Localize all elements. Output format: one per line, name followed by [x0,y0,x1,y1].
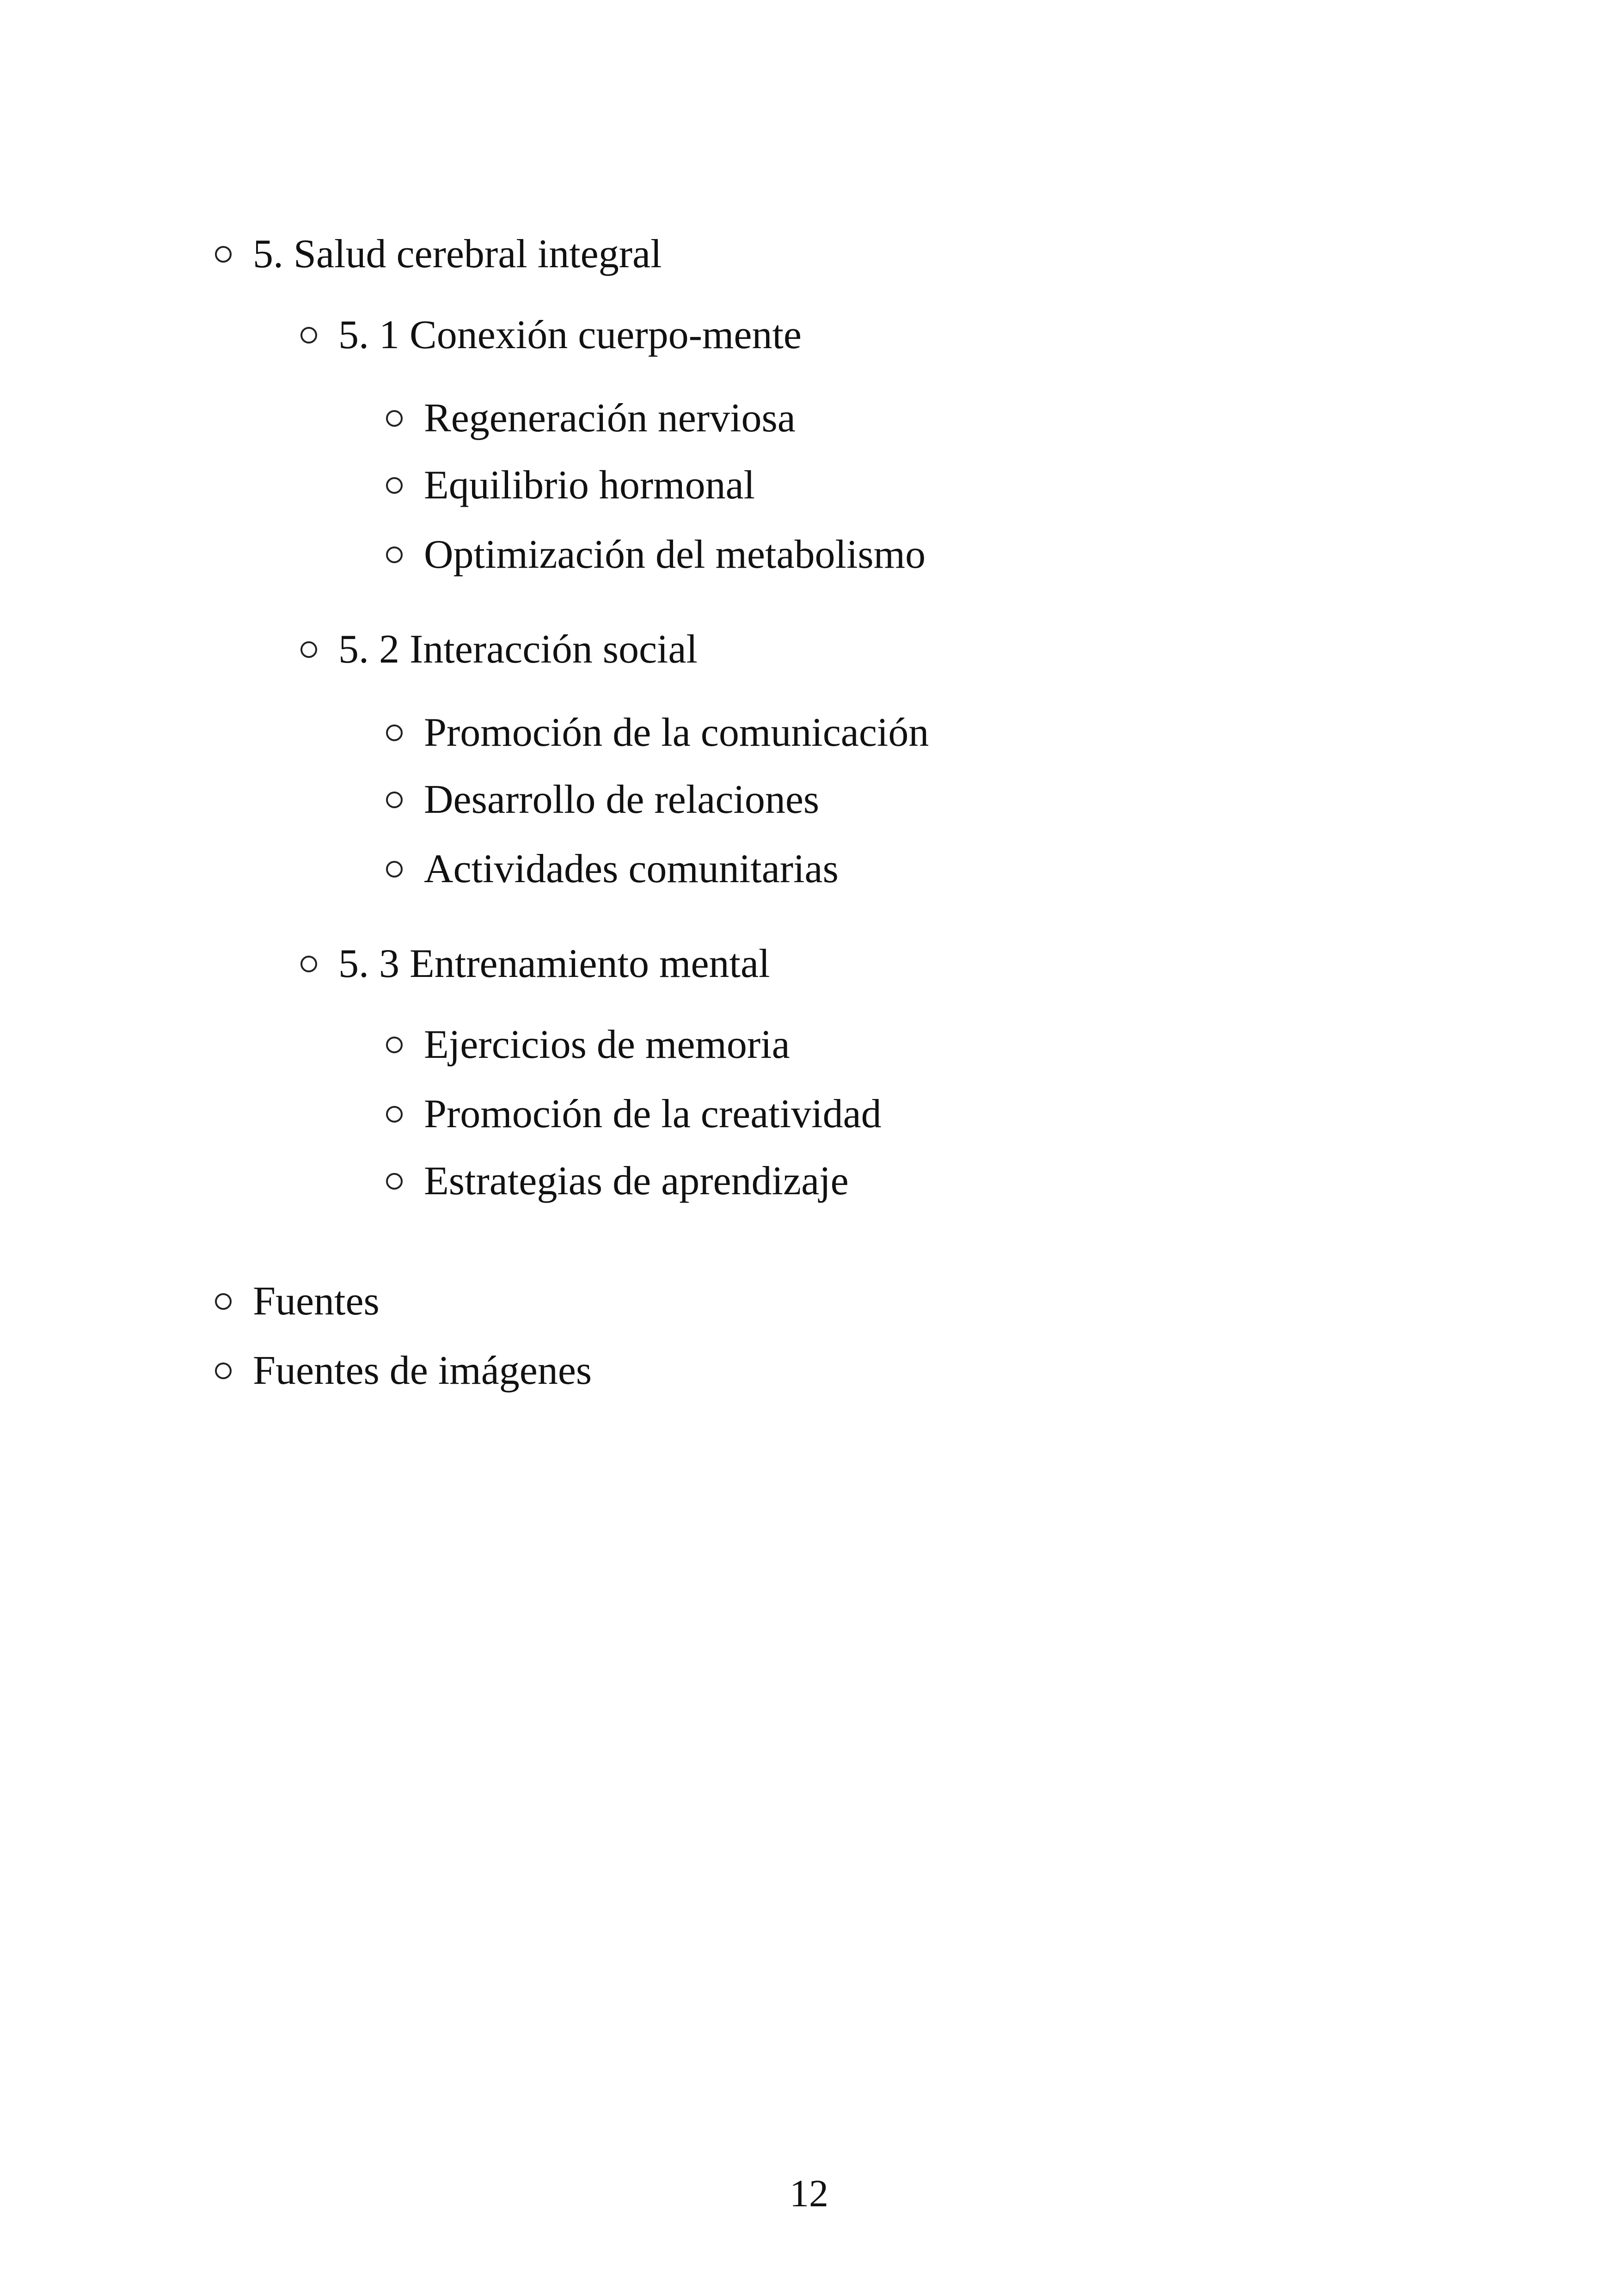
toc-item[interactable] [386,529,925,580]
circle-bullet-icon [386,410,403,427]
toc-fuentes[interactable] [215,1276,380,1327]
toc-item[interactable] [386,1156,849,1207]
toc-label: 5. 2 Interacción social [338,627,698,672]
circle-bullet-icon [215,1293,232,1310]
circle-bullet-icon [386,861,403,878]
circle-bullet-icon [386,724,403,741]
toc-label: Promoción de la comunicación [424,710,929,755]
circle-bullet-icon [215,1363,232,1379]
circle-bullet-icon [300,956,317,972]
toc-label: 5. Salud cerebral integral [253,232,662,276]
toc-subsection-5-1[interactable] [300,310,802,361]
page-number: 12 [790,2172,828,2215]
circle-bullet-icon [386,1173,403,1190]
toc-label: Fuentes de imágenes [253,1348,592,1393]
toc-label: Optimización del metabolismo [424,532,926,577]
toc-label: Equilibrio hormonal [424,463,755,508]
circle-bullet-icon [386,1037,403,1053]
toc-label: Promoción de la creatividad [424,1092,882,1136]
toc-subsection-5-2[interactable] [300,624,698,675]
circle-bullet-icon [300,641,317,658]
toc-item[interactable] [386,774,819,825]
circle-bullet-icon [300,327,317,344]
circle-bullet-icon [386,792,403,808]
toc-label: Fuentes [253,1279,380,1324]
toc-item[interactable] [386,707,929,758]
toc-item[interactable] [386,1019,790,1070]
circle-bullet-icon [386,477,403,494]
toc-item[interactable] [386,844,839,895]
toc-label: Ejercicios de memoria [424,1022,790,1067]
circle-bullet-icon [215,246,232,263]
toc-item[interactable] [386,460,755,511]
circle-bullet-icon [386,1106,403,1123]
toc-label: Regeneración nerviosa [424,396,796,441]
toc-label: Desarrollo de relaciones [424,777,820,822]
toc-section-5[interactable] [215,229,662,280]
toc-label: Estrategias de aprendizaje [424,1159,849,1203]
toc-item[interactable] [386,393,796,444]
toc-fuentes-de-imagenes[interactable] [215,1345,592,1396]
toc-label: 5. 3 Entrenamiento mental [338,941,770,986]
circle-bullet-icon [386,546,403,563]
toc-label: Actividades comunitarias [424,847,839,891]
toc-item[interactable] [386,1089,882,1140]
toc-label: 5. 1 Conexión cuerpo-mente [338,313,802,357]
toc-subsection-5-3[interactable] [300,939,770,989]
